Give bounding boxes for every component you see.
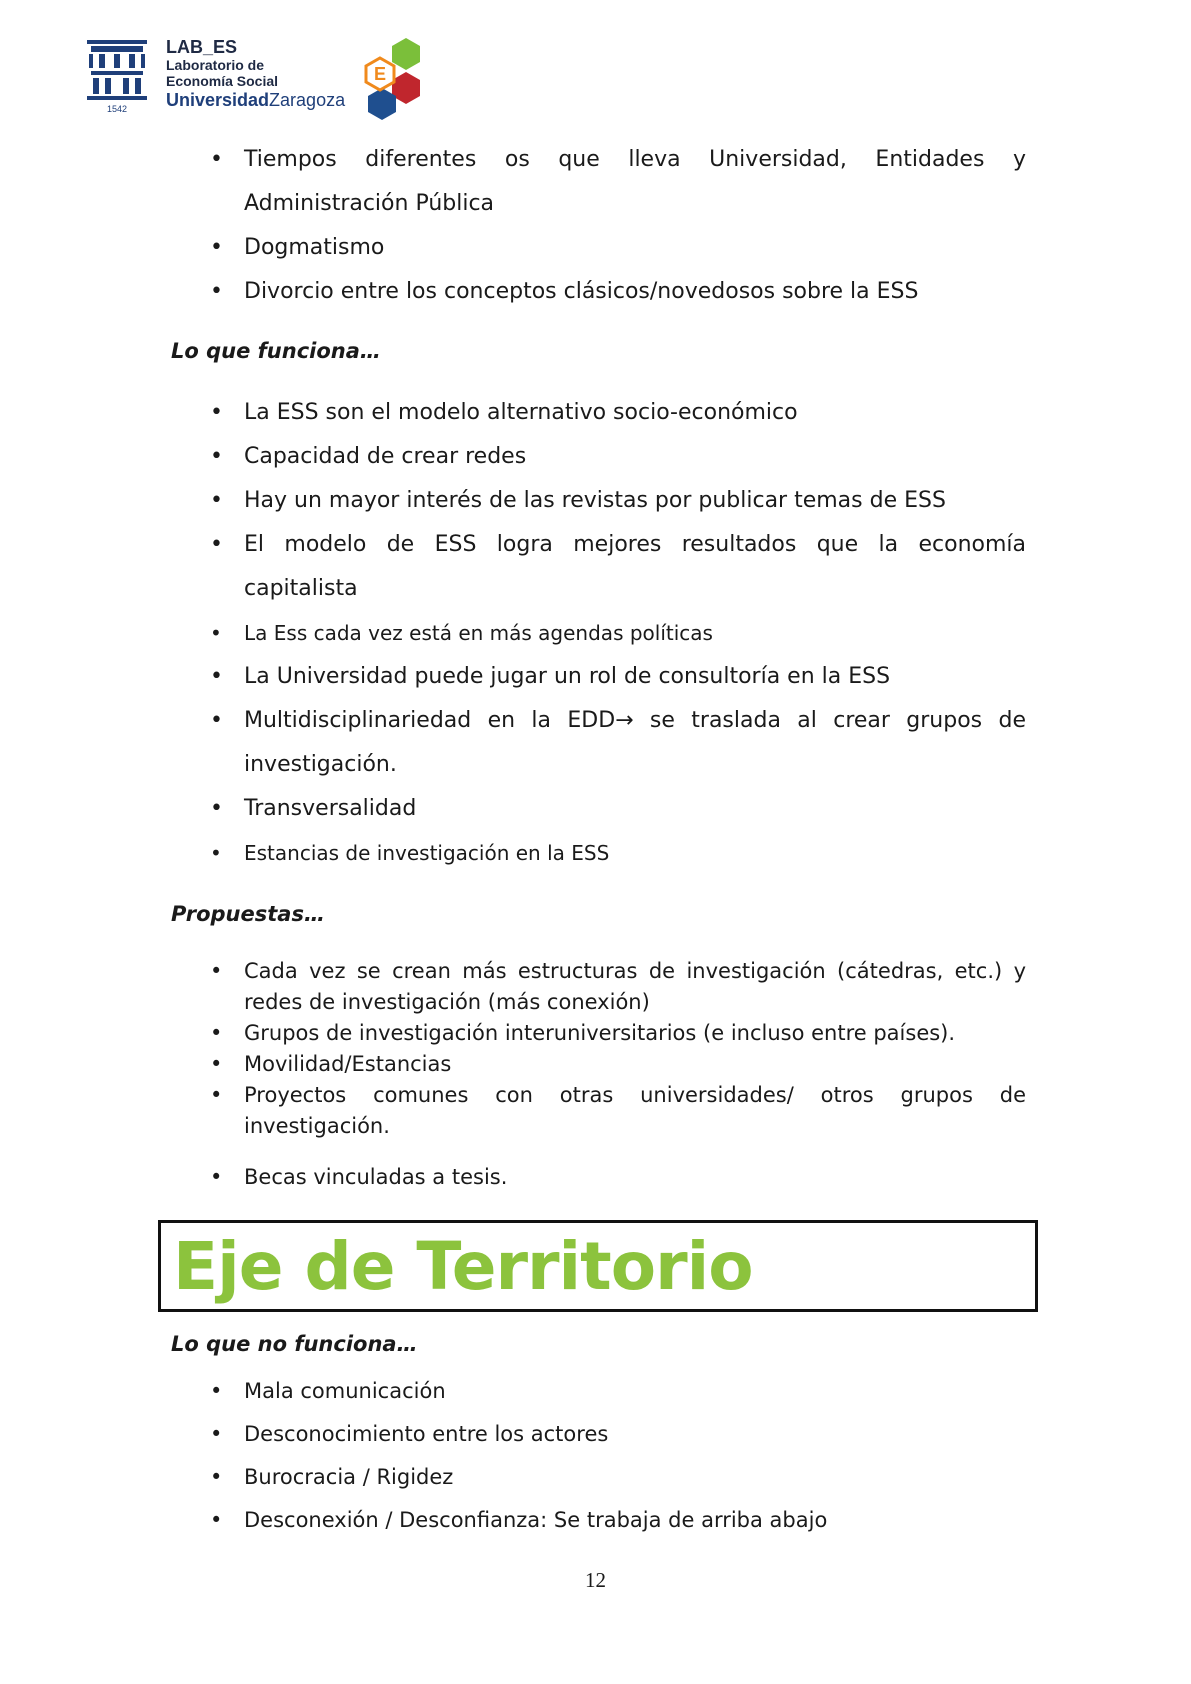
list-item: • Tiempos diferentes os que lleva Universidad, Entidades y bbox=[210, 147, 1026, 172]
list-item: • La Universidad puede jugar un rol de consultoría en la ESS bbox=[210, 664, 891, 689]
propuestas-bullet-list bbox=[210, 956, 1026, 1193]
lab-subtitle-2: Economía Social bbox=[166, 73, 279, 89]
university-name-bold: Universidad bbox=[166, 90, 270, 110]
section-heading-no-funciona: Lo que no funciona… bbox=[171, 1332, 418, 1356]
list-item: • Mala comunicación bbox=[210, 1379, 446, 1403]
list-item: • Movilidad/Estancias bbox=[210, 1052, 452, 1076]
section-heading-funciona: Lo que funciona… bbox=[171, 339, 381, 363]
list-item: • Grupos de investigación interuniversitarios (e incluso entre países). bbox=[210, 1021, 956, 1045]
university-seal-icon bbox=[85, 38, 149, 114]
list-item-continuation: Administración Pública bbox=[244, 191, 495, 216]
list-item: • La Ess cada vez está en más agendas políticas bbox=[210, 621, 713, 645]
university-name bbox=[166, 91, 345, 109]
seal-year: 1542 bbox=[106, 104, 128, 114]
list-item: • Dogmatismo bbox=[210, 235, 385, 260]
list-item-continuation: redes de investigación (más conexión) bbox=[244, 990, 650, 1014]
list-item-continuation: investigación. bbox=[244, 752, 397, 777]
list-item: • Hay un mayor interés de las revistas por publicar temas de ESS bbox=[210, 488, 946, 513]
section-heading-propuestas: Propuestas… bbox=[171, 902, 325, 926]
list-item: • Desconocimiento entre los actores bbox=[210, 1422, 609, 1446]
lab-title: LAB_ES bbox=[166, 37, 238, 57]
list-item: • El modelo de ESS logra mejores resultados que la economía bbox=[210, 532, 1026, 557]
no-funciona-bullet-list bbox=[210, 1370, 1026, 1542]
page-header bbox=[85, 36, 445, 120]
page-number: 12 bbox=[585, 1568, 606, 1592]
list-item: • Becas vinculadas a tesis. bbox=[210, 1165, 508, 1189]
list-item: • Desconexión / Desconfianza: Se trabaja de arriba abajo bbox=[210, 1508, 828, 1532]
list-item: • Transversalidad bbox=[210, 796, 417, 821]
list-item-continuation: investigación. bbox=[244, 1114, 390, 1138]
eje-title: Eje de Territorio bbox=[173, 1228, 753, 1305]
university-name-regular: Zaragoza bbox=[269, 90, 346, 110]
hexagon-logo-icon bbox=[360, 36, 430, 120]
list-item: • Divorcio entre los conceptos clásicos/novedosos sobre la ESS bbox=[210, 279, 919, 304]
list-item: • Estancias de investigación en la ESS bbox=[210, 841, 610, 865]
lab-es-wordmark bbox=[166, 38, 345, 109]
funciona-bullet-list bbox=[210, 391, 1026, 875]
top-bullet-list bbox=[210, 138, 1026, 314]
list-item: • Cada vez se crean más estructuras de investigación (cátedras, etc.) y bbox=[210, 959, 1026, 983]
eje-title-box bbox=[158, 1220, 1038, 1312]
list-item: • Capacidad de crear redes bbox=[210, 444, 527, 469]
list-item: • Proyectos comunes con otras universidades/ otros grupos de bbox=[210, 1083, 1026, 1107]
list-item: • Multidisciplinariedad en la EDD→ se traslada al crear grupos de bbox=[210, 708, 1026, 733]
list-item: • La ESS son el modelo alternativo socio-económico bbox=[210, 400, 798, 425]
list-item: • Burocracia / Rigidez bbox=[210, 1465, 454, 1489]
svg-text:E: E bbox=[373, 64, 387, 84]
list-item-continuation: capitalista bbox=[244, 576, 358, 601]
lab-subtitle-1: Laboratorio de bbox=[166, 57, 265, 73]
